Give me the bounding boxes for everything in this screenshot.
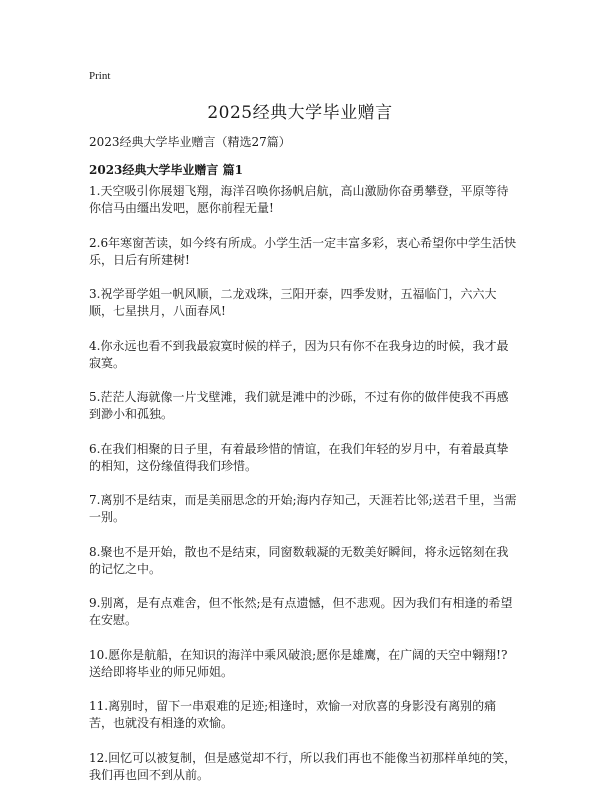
- message-item-2: 2.6年寒窗苦读，如今终有所成。小学生活一定丰富多彩，衷心希望你中学生活快乐，日后有所建树!: [89, 235, 517, 267]
- section-heading: 2023经典大学毕业赠言 篇1: [89, 163, 243, 177]
- message-item-8: 8.聚也不是开始，散也不是结束，同窗数载凝的无数美好瞬间，将永远铭刻在我的记忆之中。: [89, 544, 509, 576]
- message-item-6: 6.在我们相聚的日子里，有着最珍惜的情谊，在我们年轻的岁月中，有着最真挚的相知，这份缘值得我们珍惜。: [89, 441, 509, 473]
- message-item-9: 9.别离，是有点难舍，但不怅然;是有点遗憾，但不悲观。因为我们有相逢的希望在安慰。: [89, 596, 513, 627]
- message-item-5: 5.茫茫人海就像一片戈壁滩，我们就是滩中的沙砾，不过有你的做伴使我不再感到渺小和孤独。: [89, 390, 509, 421]
- message-list: [89, 183, 517, 801]
- message-item-3: 3.祝学哥学姐一帆风顺，二龙戏珠，三阳开泰，四季发财，五福临门，六六大顺，七星拱月，八面春风!: [89, 287, 497, 318]
- message-item-10: 10.愿你是航船，在知识的海洋中乘风破浪;愿你是雄鹰，在广阔的天空中翱翔!?送给即将毕业的师兄师姐。: [89, 647, 508, 679]
- document-subtitle: 2023经典大学毕业赠言（精选27篇）: [89, 135, 291, 149]
- document-title: 2025经典大学毕业赠言: [207, 103, 393, 123]
- print-label: Print: [89, 70, 111, 82]
- message-item-1: 1.天空吸引你展翅飞翔，海洋召唤你扬帆启航，高山激励你奋勇攀登，平原等待你信马由缰出发吧，愿你前程无量!: [89, 184, 509, 215]
- message-item-7: 7.离别不是结束，而是美丽思念的开始;海内存知己，天涯若比邻;送君千里，当需一别。: [89, 493, 517, 524]
- message-item-11: 11.离别时，留下一串艰难的足迹;相逢时，欢愉一对欣喜的身影没有离别的痛苦，也就没有相逢的欢愉。: [89, 699, 497, 730]
- message-item-12: 12.回忆可以被复制，但是感觉却不行，所以我们再也不能像当初那样单纯的笑，我们再也回不到从前。: [89, 750, 517, 782]
- message-item-4: 4.你永远也看不到我最寂寞时候的样子，因为只有你不在我身边的时候，我才最寂寞。: [89, 338, 509, 370]
